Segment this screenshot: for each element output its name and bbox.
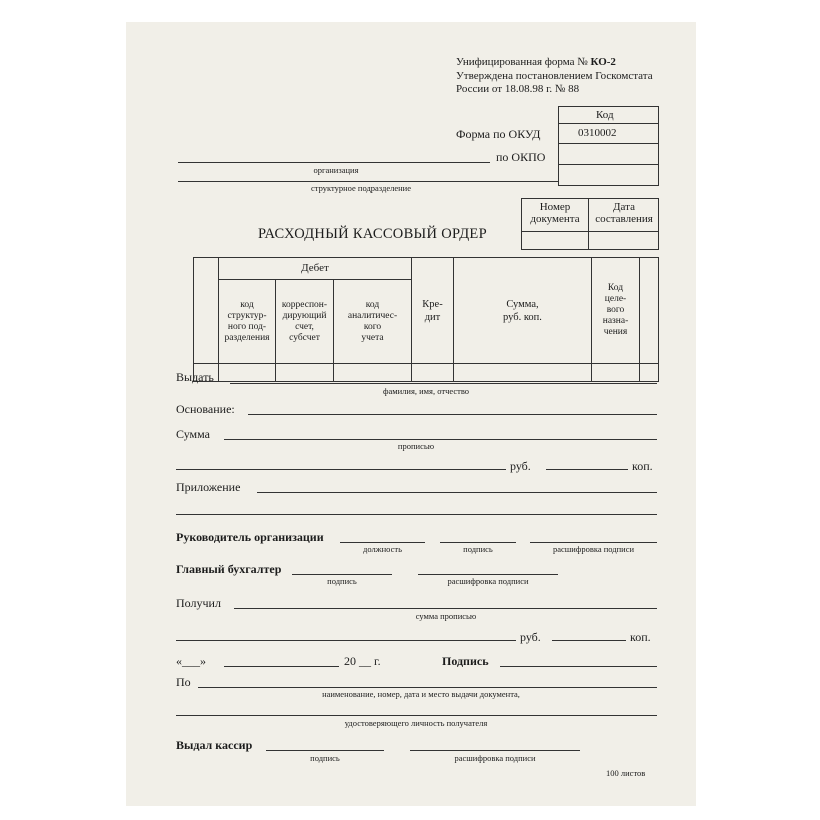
attachment-line-2[interactable] [176,514,657,515]
attachment-label: Приложение [176,480,241,494]
document-number-label: Номер документа [530,201,580,225]
amount-label: Сумма [176,427,210,441]
accountant-name-caption: расшифровка подписи [447,576,529,586]
debit-header: Дебет [219,258,412,280]
rub-amount-line[interactable] [546,469,628,470]
identity-line[interactable] [176,715,657,716]
rub-label: руб. [510,459,531,473]
document-caption: наименование, номер, дата и место выдачи документа, [322,689,520,699]
in-words-caption: прописью [397,441,435,451]
amount-in-words-caption: сумма прописью [415,611,477,621]
table-cell[interactable] [276,364,334,382]
accounting-table [193,257,659,382]
table-cell[interactable] [592,364,640,382]
credit-header: Кре- дит [412,258,454,364]
document-line[interactable] [198,687,657,688]
cashier-signature-caption: подпись [310,753,340,763]
basis-label: Основание: [176,402,235,416]
amount-words-line[interactable] [176,469,506,470]
form-header-approved: Утверждена постановлением Госкомстата [456,70,653,82]
department-line[interactable] [178,181,558,182]
received-words-line[interactable] [176,640,516,641]
director-signature-line[interactable] [440,542,516,543]
director-position-line[interactable] [340,542,425,543]
date-year[interactable]: 20 __ г. [344,654,381,668]
form-header-unified: Унифицированная форма № КО-2 [456,56,616,68]
kop-label: коп. [632,459,653,473]
form-sheet [126,22,696,806]
kop-label-2: коп. [630,630,651,644]
amount-line[interactable] [224,439,657,440]
okpo-label: по ОКПО [496,150,546,164]
table-cell[interactable] [334,364,412,382]
chief-accountant-label: Главный бухгалтер [176,562,282,576]
form-header-date: России от 18.08.98 г. № 88 [456,83,580,95]
table-cell[interactable] [219,364,276,382]
accountant-name-line[interactable] [418,574,558,575]
identity-caption: удостоверяющего личность получателя [344,718,488,728]
signature-line[interactable] [500,666,657,667]
issue-to-label: Выдать [176,370,214,384]
purpose-code-header: Код целе- вого назна- чения [592,258,640,364]
position-caption: должность [363,544,402,554]
analytics-code-header: код аналитичес- кого учета [334,280,412,364]
received-line[interactable] [234,608,657,609]
table-cell[interactable] [454,364,592,382]
organization-line[interactable] [178,162,490,163]
accountant-signature-line[interactable] [292,574,392,575]
dept-code-header: код структур- ного под- разделения [219,280,276,364]
cashier-signature-line[interactable] [266,750,384,751]
table-cell[interactable] [640,364,659,382]
code-header: Код [596,109,614,121]
date-month-line[interactable] [224,666,339,667]
received-rub-line[interactable] [552,640,626,641]
signature-label: Подпись [442,654,489,668]
director-name-line[interactable] [530,542,657,543]
cashier-name-line[interactable] [410,750,580,751]
corr-account-header: корреспон- дирующий счет, субсчет [276,280,334,364]
document-date-label: Дата составления [595,201,653,225]
name-caption: расшифровка подписи [552,544,635,554]
rub-label-2: руб. [520,630,541,644]
received-label: Получил [176,596,221,610]
sum-header: Сумма, руб. коп. [454,258,592,364]
okud-code: 0310002 [578,127,617,139]
signature-caption: подпись [463,544,493,554]
cashier-name-caption: расшифровка подписи [454,753,536,763]
page-title: РАСХОДНЫЙ КАССОВЫЙ ОРДЕР [258,226,487,242]
okud-label: Форма по ОКУД [456,127,541,141]
issue-to-line[interactable] [230,383,657,384]
date-day[interactable]: «___» [176,654,206,668]
sheet-count: 100 листов [606,768,646,778]
basis-line[interactable] [248,414,657,415]
cashier-label: Выдал кассир [176,738,253,752]
organization-caption: организация [313,165,359,175]
attachment-line[interactable] [257,492,657,493]
table-cell[interactable] [412,364,454,382]
full-name-caption: фамилия, имя, отчество [382,386,470,396]
code-box [558,106,659,186]
director-label: Руководитель организации [176,530,324,544]
department-caption: структурное подразделение [311,183,411,193]
by-label: По [176,675,191,689]
accountant-signature-caption: подпись [327,576,357,586]
